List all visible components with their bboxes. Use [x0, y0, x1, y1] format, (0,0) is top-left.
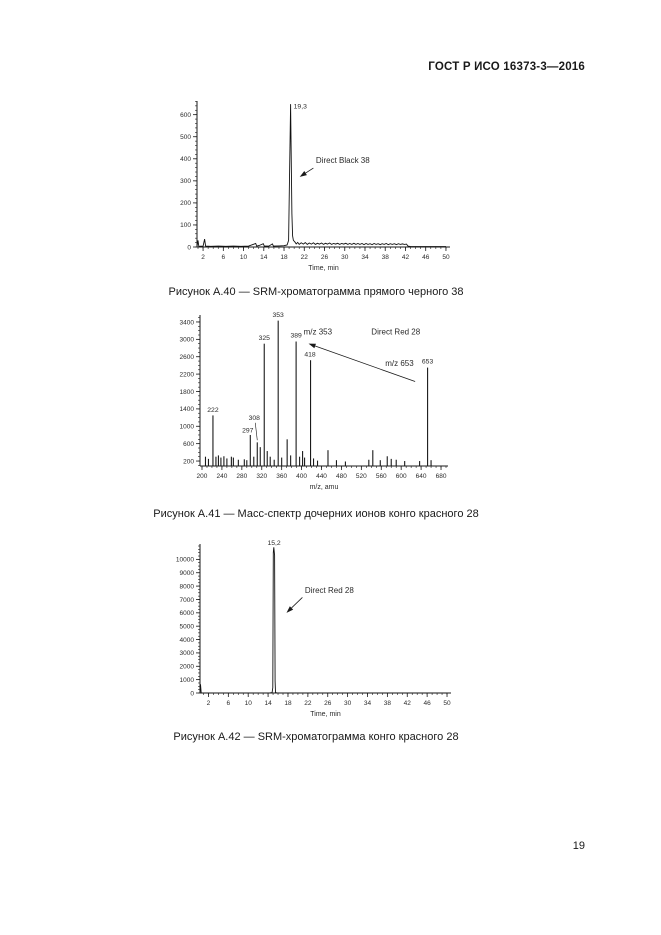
- y-tick-label: 500: [180, 134, 191, 142]
- y-tick-label: 2000: [179, 663, 194, 671]
- y-tick-label: 3000: [179, 650, 194, 658]
- x-tick-label: 38: [381, 254, 389, 261]
- y-tick-label: 7000: [179, 596, 194, 604]
- peak-label: 353: [272, 312, 284, 320]
- annotation-arrow-line: [306, 168, 314, 173]
- x-tick-label: 10: [244, 700, 252, 707]
- y-tick-label: 1400: [179, 406, 194, 414]
- x-tick-label: 6: [221, 254, 226, 261]
- annotation-label: m/z 353: [303, 327, 333, 337]
- x-tick-label: 480: [336, 473, 347, 480]
- peak-label: 15,2: [267, 540, 281, 548]
- x-tick-label: 680: [435, 473, 447, 480]
- mass-spectrum-congo-red-28: [162, 302, 462, 502]
- y-tick-label: 3400: [179, 319, 194, 327]
- x-tick-label: 30: [341, 254, 349, 261]
- x-tick-label: 30: [344, 700, 352, 707]
- x-tick-label: 600: [395, 473, 407, 480]
- y-tick-label: 5000: [179, 623, 194, 631]
- peak-label: 418: [304, 351, 316, 359]
- annotation-label: Direct Red 28: [304, 585, 354, 595]
- x-tick-label: 2: [201, 254, 205, 261]
- peak-label: 19,3: [293, 103, 307, 111]
- trace-line: [200, 547, 447, 693]
- x-tick-label: 26: [324, 700, 332, 707]
- x-tick-label: 34: [363, 700, 372, 707]
- y-tick-label: 3000: [179, 336, 194, 344]
- y-tick-label: 0: [187, 244, 191, 252]
- x-tick-label: 2: [206, 700, 211, 707]
- peak-label: 222: [207, 406, 219, 414]
- annotation-label: Direct Red 28: [371, 327, 421, 337]
- y-tick-label: 0: [190, 690, 194, 698]
- x-axis-title: Time, min: [310, 711, 341, 718]
- x-tick-label: 42: [401, 254, 410, 261]
- x-tick-label: 640: [415, 473, 427, 480]
- x-tick-label: 50: [442, 254, 450, 261]
- x-tick-label: 240: [216, 473, 228, 480]
- y-tick-label: 100: [180, 222, 191, 230]
- y-tick-label: 400: [180, 156, 191, 164]
- x-tick-label: 440: [316, 473, 327, 480]
- figure-caption-a41: Рисунок А.41 — Масс-спектр дочерних ионов конго красного 28: [153, 508, 479, 520]
- y-tick-label: 9000: [179, 570, 194, 578]
- x-tick-label: 280: [236, 473, 248, 480]
- x-tick-label: 200: [196, 473, 208, 480]
- annotation-label: Direct Black 38: [315, 156, 370, 166]
- annotation-arrow-line: [292, 597, 303, 608]
- chromatogram-congo-red-28: [158, 529, 463, 724]
- y-tick-label: 2200: [179, 371, 194, 379]
- x-tick-label: 560: [375, 473, 387, 480]
- y-tick-label: 600: [183, 440, 194, 448]
- annotation-arrowhead: [309, 344, 316, 349]
- x-tick-label: 520: [355, 473, 367, 480]
- peak-label: 389: [290, 332, 302, 340]
- x-tick-label: 18: [280, 254, 288, 261]
- x-tick-label: 42: [403, 700, 411, 707]
- y-tick-label: 10000: [175, 556, 194, 564]
- x-tick-label: 400: [296, 473, 308, 480]
- x-tick-label: 10: [239, 254, 248, 261]
- y-tick-label: 1800: [179, 388, 194, 396]
- y-tick-label: 8000: [179, 583, 194, 591]
- chromatogram-direct-black-38: [170, 95, 460, 280]
- peak-label: 308: [248, 415, 260, 423]
- y-tick-label: 1000: [179, 676, 194, 684]
- x-tick-label: 14: [260, 254, 268, 261]
- x-axis-title: m/z, amu: [309, 484, 339, 491]
- x-tick-label: 6: [226, 700, 231, 707]
- x-tick-label: 320: [256, 473, 268, 480]
- document-header: ГОСТ Р ИСО 16373-3—2016: [428, 61, 585, 73]
- figure-caption-a40: Рисунок А.40 — SRM-хроматограмма прямого черного 38: [168, 286, 464, 298]
- y-tick-label: 2600: [179, 354, 194, 362]
- x-tick-label: 18: [284, 700, 292, 707]
- x-tick-label: 38: [383, 700, 391, 707]
- y-tick-label: 1000: [179, 423, 194, 431]
- trace-line: [197, 104, 446, 247]
- x-tick-label: 360: [276, 473, 288, 480]
- x-tick-label: 14: [264, 700, 272, 707]
- y-tick-label: 200: [183, 458, 194, 466]
- x-tick-label: 22: [300, 254, 308, 261]
- x-tick-label: 46: [422, 254, 430, 261]
- x-axis-title: Time, min: [308, 265, 339, 272]
- x-tick-label: 22: [304, 700, 312, 707]
- page-number: 19: [572, 840, 585, 852]
- annotation-label: m/z 653: [385, 358, 414, 368]
- annotation-arrowhead: [300, 171, 307, 177]
- y-tick-label: 200: [180, 200, 191, 208]
- y-tick-label: 600: [180, 111, 191, 119]
- peak-label: 325: [258, 334, 270, 342]
- figure-caption-a42: Рисунок А.42 — SRM-хроматограмма конго красного 28: [173, 731, 459, 743]
- y-tick-label: 300: [180, 178, 191, 186]
- y-tick-label: 4000: [179, 636, 194, 644]
- x-tick-label: 26: [320, 254, 329, 261]
- x-tick-label: 50: [443, 700, 451, 707]
- peak-label: 297: [242, 427, 254, 435]
- y-tick-label: 6000: [179, 610, 194, 618]
- peak-label: 653: [421, 358, 434, 366]
- leader-line: [255, 423, 257, 440]
- x-tick-label: 46: [423, 700, 431, 707]
- x-tick-label: 34: [361, 254, 369, 261]
